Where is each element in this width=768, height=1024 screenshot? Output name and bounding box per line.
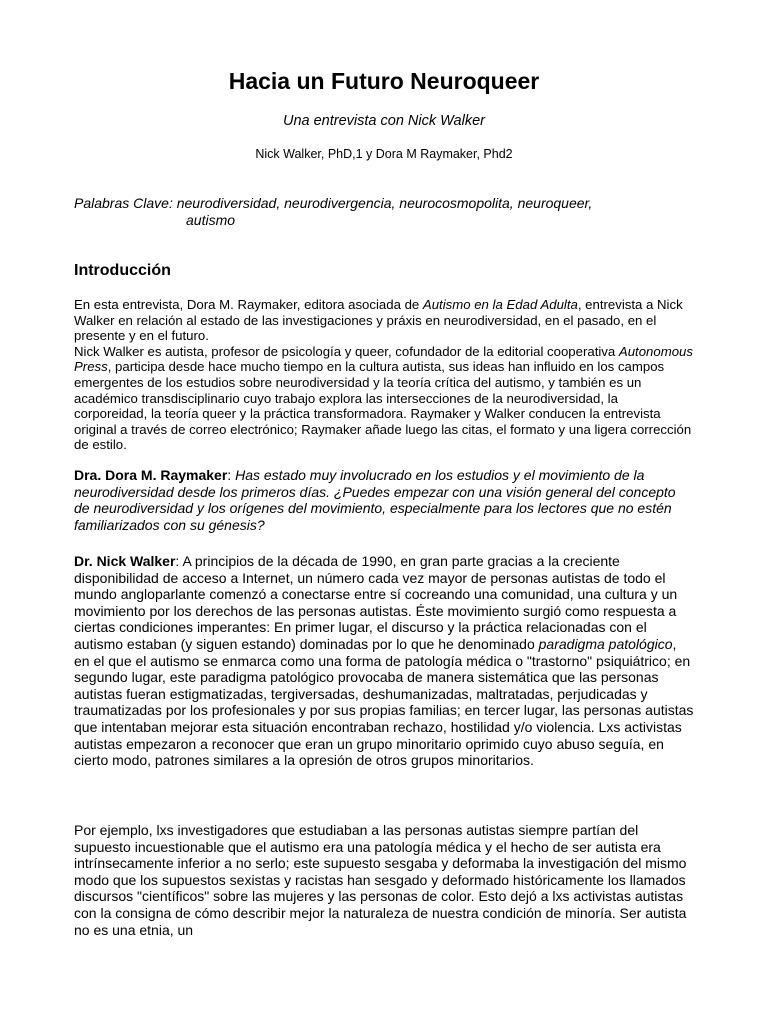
document-title: Hacia un Futuro Neuroqueer (228, 68, 540, 94)
keywords-line-2: autismo (186, 212, 236, 228)
paradigm-term: paradigma patológico (538, 635, 673, 652)
intro-p1-text-a: En esta entrevista, Dora M. Raymaker, editora asociada de (74, 297, 423, 312)
answer-p1-text-a: A principios de la década de 1990, en gran parte gracias a la creciente disponibilidad de acceso a Internet, un número cada vez mayor de personas autistas de todo el mundo angloparlante comenzó a conectarse entre sí cocreando una comunidad, una cultura y un movimiento por los derechos de las personas autistas. Éste movimiento surgió como respuesta a ciertas condiciones imperantes: En primer lugar, el discurso y la práctica relacionadas con el autismo estaban (y siguen estando) dominadas por lo que he denominado (74, 553, 678, 652)
question-text: Has estado muy involucrado en los estudios y el movimiento de la neurodiversidad desde los primeros días. ¿Puedes empezar con una visión general del concepto de neurodiversidad y los orígenes del movimiento, especialmente para los lectores que no estén familiarizados con su génesis? (74, 467, 676, 533)
intro-p1-text-b: , entrevista a Nick Walker en relación al estado de las investigaciones y práxis en neurodiversidad, en el pasado, en el presente y en el futuro. (74, 297, 683, 344)
question-separator: : (227, 467, 236, 483)
journal-name: Autismo en la Edad Adulta (422, 297, 578, 312)
question-speaker: Dra. Dora M. Raymaker (74, 467, 228, 483)
intro-paragraph-1 (74, 297, 694, 344)
intro-p2-text-b: , participa desde hace mucho tiempo en la cultura autista, sus ideas han influido en los campos emergentes de los estudios sobre neurodiversidad y la teoría crítica del autismo, y también es un académico transdisciplinario cuyo trabajo explora las intersecciones de la neurodiversidad, la corporeidad, la teoría queer y la práctica transformadora. Raymaker y Walker conducen la entrevista original a través de correo electrónico; Raymaker añade luego las citas, el formato y una ligera corrección de estilo. (74, 359, 692, 453)
introduction-text (74, 297, 694, 453)
document-subtitle: Una entrevista con Nick Walker (282, 113, 485, 129)
answer-separator: : (175, 553, 183, 569)
interview-question (74, 467, 694, 533)
section-heading-introduction: Introducción (74, 262, 171, 279)
answer-p1-text-b: , en el que el autismo se enmarca como una forma de patología médica o "trastorno" psiquiátrico; en segundo lugar, este paradigma patológico provocaba de manera sistemática que las personas autistas fueran estigmatizadas, tergiversadas, deshumanizadas, maltratadas, perjudicadas y traumatizadas por los profesionales y por sus propias familias; en tercer lugar, las personas autistas que intentaban mejorar esta situación encontraban rechazo, hostilidad y/o violencia. Lxs activistas autistas empezaron a reconocer que eran un grupo minoritario oprimido cuyo abuso seguía, en cierto modo, patrones similares a la opresión de otros grupos minoritarios. (74, 635, 694, 769)
intro-paragraph-2 (74, 344, 694, 453)
press-name: Autonomous Press (74, 343, 693, 375)
answer-paragraph-2: Por ejemplo, lxs investigadores que estudiaban a las personas autistas siempre partían del supuesto incuestionable que el autismo era una patología médica y el hecho de ser autista era intrínsecamente inferior a no serlo; este supuesto sesgaba y deformaba la investigación del mismo modo que los supuestos sexistas y racistas han sesgado y deformado históricamente los llamados discursos "científicos" sobre las mujeres y las personas de color. Esto dejó a lxs activistas autistas con la consigna de cómo describir mejor la naturaleza de nuestra condición de minoría. Ser autista no es una etnia, un (74, 822, 687, 938)
intro-p2-text-a: Nick Walker es autista, profesor de psicología y queer, cofundador de la editorial cooperativa (74, 343, 619, 359)
author-line: Nick Walker, PhD,1 y Dora M Raymaker, Phd2 (255, 147, 513, 161)
keywords (74, 195, 674, 229)
answer-paragraph-1 (74, 553, 694, 769)
keywords-line-1: Palabras Clave: neurodiversidad, neurodivergencia, neurocosmopolita, neuroqueer, (74, 195, 593, 211)
answer-speaker: Dr. Nick Walker (74, 553, 176, 569)
